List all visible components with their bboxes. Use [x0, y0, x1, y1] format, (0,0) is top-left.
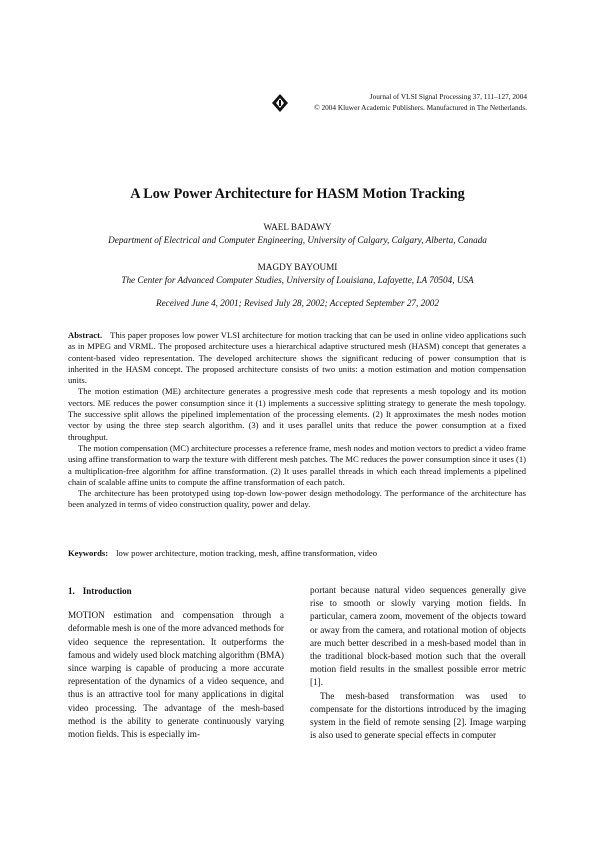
keywords-label: Keywords: [68, 548, 109, 558]
section-heading [68, 585, 284, 598]
author-name: MAGDY BAYOUMI [257, 262, 338, 272]
keywords [68, 548, 526, 558]
keywords-text: low power architecture, motion tracking, mesh, affine transformation, video [116, 548, 378, 558]
body-paragraph: The mesh-based transformation was used to compensate for the distortions introduced by the imaging system in the field of remote sensing [2]. Image warping is also used to generate special effects in computer [310, 690, 526, 741]
left-column [68, 585, 284, 741]
abstract-paragraph: The architecture has been prototyped using top-down low-power design methodology. The performance of the architecture has been analyzed in terms of video construction quality, power and delay. [68, 488, 526, 510]
running-header [314, 92, 527, 113]
body-paragraph: MOTION estimation and compensation through a deformable mesh is one of the more advanced methods for video sequence the representation. It outperforms the famous and widely used block matching algorithm (BMA) since warping is capable of producing a more accurate representation of the dynamics of a video sequence, and thus is an attractive tool for many applications in digital video processing. The advantage of the mesh-based method is the ability to generate continuously varying motion fields. This is especially im- [68, 610, 284, 740]
journal-citation: Journal of VLSI Signal Processing 37, 111–127, 2004 [369, 92, 527, 101]
abstract-paragraph [68, 330, 526, 386]
abstract-label: Abstract. [68, 330, 103, 340]
paper-title: A Low Power Architecture for HASM Motion Tracking [130, 186, 465, 202]
abstract [68, 330, 526, 511]
author-affiliation: The Center for Advanced Computer Studies, University of Louisiana, Lafayette, LA 70504, USA [121, 275, 474, 285]
author-affiliation: Department of Electrical and Computer Engineering, University of Calgary, Calgary, Alberta, Canada [108, 235, 487, 245]
abstract-paragraph: The motion compensation (MC) architecture processes a reference frame, mesh nodes and motion vectors to predict a video frame using affine transformation to warp the texture with different mesh patches. The MC reduces the power consumption since it uses (1) a multiplication-free algorithm for affine transformation. (2) It uses parallel threads in which each thread implements a pipelined chain of scalable affine units to compute the affine transformation of each patch. [68, 442, 526, 487]
section-title: Introduction [82, 586, 132, 596]
body-paragraph: portant because natural video sequences generally give rise to smooth or slowly varying motion fields. In particular, camera zoom, movement of the objects toward or away from the camera, and rotational motion of objects are much better described in a mesh-based model than in the traditional block-based motion such that the overall motion field results in the smallest possible error metric [1]. [310, 585, 526, 688]
abstract-text: This paper proposes low power VLSI architecture for motion tracking that can be used in online video applications such as in MPEG and VRML. The proposed architecture uses a hierarchical adaptive structured mesh (HASM) concept that generates a content-based video representation. The developed architecture shows the significant reducing of power consumption that is inherited in the HASM concept. The proposed architecture consists of two units: a motion estimation and motion compensation units. [68, 330, 526, 386]
author-name: WAEL BADAWY [263, 222, 332, 232]
copyright-line: © 2004 Kluwer Academic Publishers. Manufactured in The Netherlands. [314, 102, 527, 112]
publisher-logo-icon [272, 94, 288, 112]
abstract-paragraph: The motion estimation (ME) architecture generates a progressive mesh code that represents a mesh topology and its motion vectors. ME reduces the power consumption since it (1) implements a successive splitting strategy to generate the mesh topology. The successive split allows the pipelined implementation of the processing elements. (2) It approximates the mesh nodes motion vector by using the three step search algorithm. (3) and it uses parallel units that reduce the power consumption at a fixed throughput. [68, 386, 526, 442]
right-column [310, 584, 526, 742]
received-dates: Received June 4, 2001; Revised July 28, 2002; Accepted September 27, 2002 [155, 298, 439, 308]
section-number: 1. [68, 586, 75, 596]
